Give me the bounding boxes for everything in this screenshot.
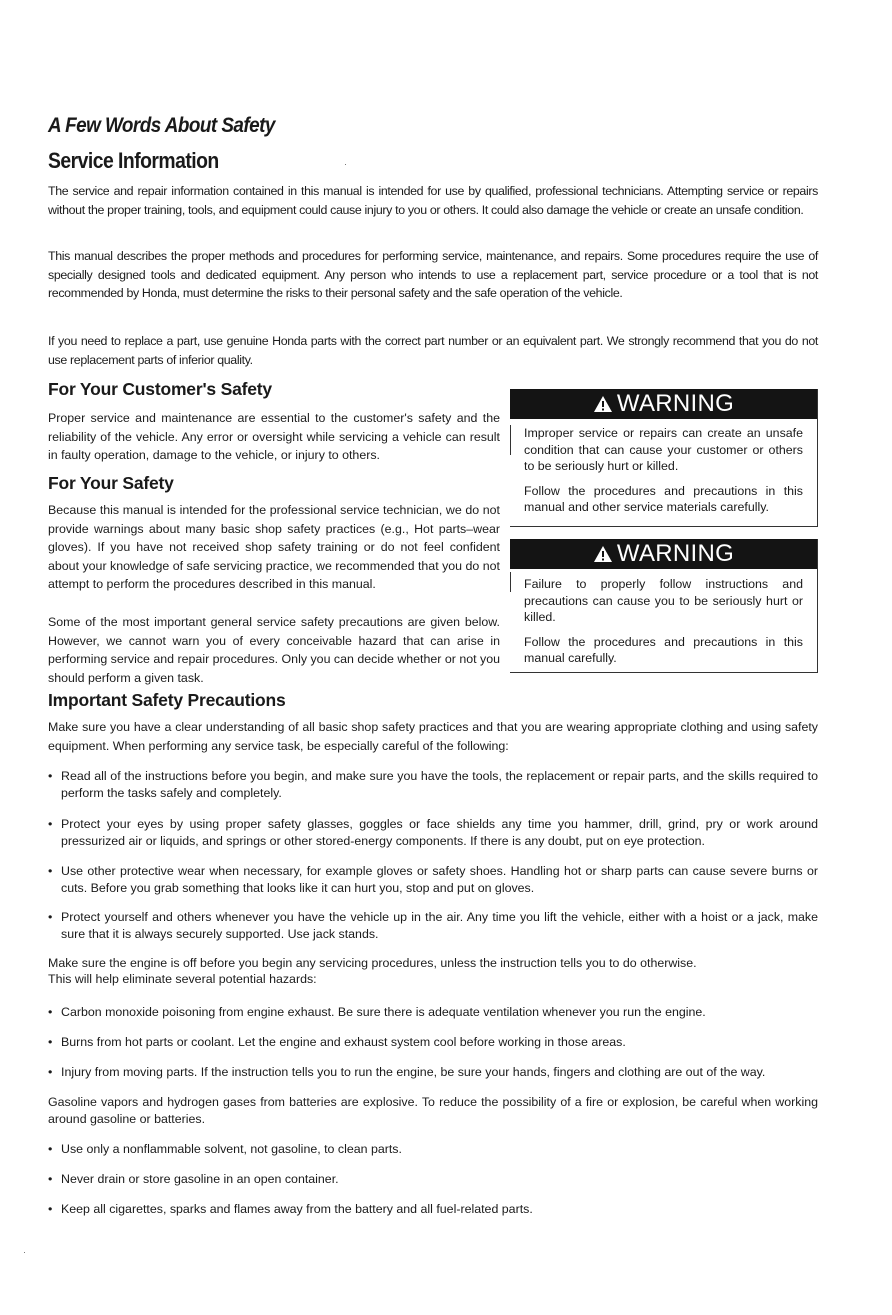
customer-safety-heading: For Your Customer's Safety (48, 379, 272, 399)
warning-triangle-icon (593, 545, 613, 563)
bullet-dot: • (48, 910, 53, 924)
service-info-paragraph-2: This manual describes the proper methods and procedures for performing service, maintenance, and repairs. Some procedures require the use of specially designed tools and dedicated equipment. Any person who intends to use a replacement part, service procedure or a tool that is not recommended by Honda, must determine the risks to their personal safety and the safe operation of the vehicle. (48, 249, 818, 301)
precautions-intro: Make sure you have a clear understanding of all basic shop safety practices and that you are wearing appropriate clothing and using safety equipment. When performing any service task, be especially careful of the following: (48, 720, 818, 753)
warning-1-text-1: Improper service or repairs can create an unsafe condition that can cause your customer or others to be seriously hurt or killed. (524, 426, 803, 473)
bullet-dot: • (48, 769, 53, 783)
list-item: • Use other protective wear when necessary, for example gloves or safety shoes. Handling hot or sharp parts can cause severe burns or cuts. Before you grab something that looks like it can hurt you, stop and put on gloves. (48, 864, 818, 895)
list-item: • Burns from hot parts or coolant. Let the engine and exhaust system cool before working in those areas. (48, 1035, 626, 1049)
warning-banner-2 (510, 539, 817, 569)
engine-note-line-2: This will help eliminate several potential hazards: (48, 972, 317, 986)
warning-2-text-2: Follow the procedures and precautions in this manual carefully. (524, 634, 803, 665)
list-item: • Use only a nonflammable solvent, not gasoline, to clean parts. (48, 1142, 402, 1156)
list-item: • Injury from moving parts. If the instruction tells you to run the engine, be sure your hands, fingers and clothing are out of the way. (48, 1065, 766, 1079)
your-safety-paragraph-2: Some of the most important general service safety precautions are given below. However, we cannot warn you of every conceivable hazard that can arise in performing service and repair procedures. Only you can decide whether or not you should perform a given task. (48, 615, 500, 685)
warning-label-2: WARNING (616, 540, 735, 567)
scan-speck (345, 164, 346, 165)
engine-note-line-1: Make sure the engine is off before you begin any servicing procedures, unless the instruction tells you to do otherwise. (48, 956, 697, 970)
list-item: • Protect yourself and others whenever you have the vehicle up in the air. Any time you lift the vehicle, either with a hoist or a jack, make sure that it is always securely supported. Use jack stands. (48, 910, 818, 941)
list-item: • Read all of the instructions before you begin, and make sure you have the tools, the replacement or repair parts, and the skills required to perform the tasks safely and completely. (48, 769, 818, 800)
bullet-dot: • (48, 1005, 53, 1019)
warning-2-text-1: Failure to properly follow instructions and precautions can cause you to be seriously hurt or killed. (524, 577, 803, 624)
your-safety-paragraph-1: Because this manual is intended for the professional service technician, we do not provide warnings about many basic shop safety practices (e.g., Hot parts–wear gloves). If you have not received shop safety training or do not feel confident about your knowledge of safe servicing practice, we recommended that you do not attempt to perform the procedures described in this manual. (48, 503, 500, 592)
list-item: • Protect your eyes by using proper safety glasses, goggles or face shields any time you hammer, drill, grind, pry or work around pressurized air or liquids, and springs or other stored-energy components. If there is any doubt, put on eye protection. (48, 817, 818, 848)
service-info-paragraph-3: If you need to replace a part, use genuine Honda parts with the correct part number or an equivalent part. We strongly recommend that you do not use replacement parts of inferior quality. (48, 334, 818, 367)
scan-speck (24, 1252, 25, 1253)
bullet-dot: • (48, 864, 53, 878)
warning-box-2 (510, 539, 818, 673)
list-item: • Carbon monoxide poisoning from engine exhaust. Be sure there is adequate ventilation whenever you run the engine. (48, 1005, 706, 1019)
warning-box-1 (510, 389, 818, 527)
bullet-dot: • (48, 1142, 53, 1156)
list-item: • Never drain or store gasoline in an open container. (48, 1172, 339, 1186)
warning-box-1-edge (510, 425, 511, 455)
list-item: • Keep all cigarettes, sparks and flames away from the battery and all fuel-related parts. (48, 1202, 533, 1216)
bullet-dot: • (48, 817, 53, 831)
gasoline-note: Gasoline vapors and hydrogen gases from batteries are explosive. To reduce the possibility of a fire or explosion, be careful when working around gasoline or batteries. (48, 1095, 818, 1126)
section-title: A Few Words About Safety (48, 114, 275, 137)
warning-label-1: WARNING (616, 390, 735, 417)
warning-triangle-icon (593, 395, 613, 413)
page-title: Service Information (48, 148, 219, 173)
warning-1-text-2: Follow the procedures and precautions in this manual and other service materials carefully. (524, 483, 803, 514)
bullet-dot: • (48, 1065, 53, 1079)
customer-safety-text: Proper service and maintenance are essential to the customer's safety and the reliability of the vehicle. Any error or oversight while servicing a vehicle can result in faulty operation, damage to the vehicle, or injury to others. (48, 411, 500, 463)
bullet-dot: • (48, 1202, 53, 1216)
service-info-paragraph-1: The service and repair information contained in this manual is intended for use by qualified, professional technicians. Attempting service or repairs without the proper training, tools, and equipment could cause injury to you or others. It could also damage the vehicle or create an unsafe condition. (48, 184, 818, 217)
precautions-heading: Important Safety Precautions (48, 690, 286, 710)
warning-banner-1 (510, 389, 817, 419)
bullet-dot: • (48, 1172, 53, 1186)
bullet-dot: • (48, 1035, 53, 1049)
warning-box-2-edge (510, 572, 511, 592)
your-safety-heading: For Your Safety (48, 473, 174, 493)
